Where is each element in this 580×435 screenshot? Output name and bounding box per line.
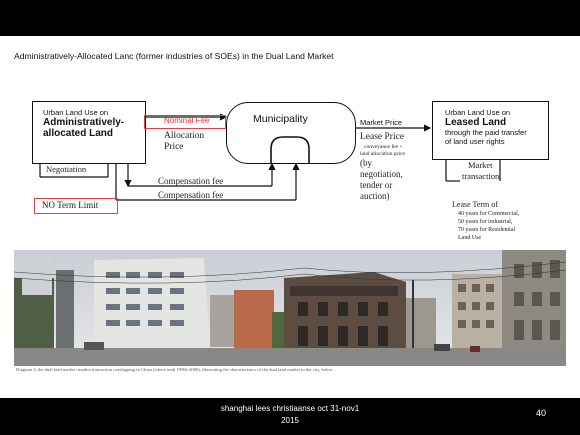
- top-black-bar: [0, 0, 580, 36]
- lease-price-line1: conveyance fee +: [364, 144, 403, 150]
- lease-term-line4: Land Use: [458, 235, 482, 241]
- admin-allocated-land-box: [32, 101, 146, 164]
- lease-term-line1: 40 years for Commercial,: [458, 211, 520, 217]
- footer-line2: 2015: [281, 416, 299, 425]
- slide: [0, 36, 580, 398]
- right-box-line2: Leased Land: [445, 117, 507, 128]
- lease-price-line3: (by: [360, 158, 372, 168]
- right-box-line4: of land user rights: [445, 137, 505, 146]
- street-panorama-photo: [14, 250, 566, 366]
- lease-price-line5: tender or: [360, 180, 393, 190]
- compensation-fee-label-2: Compensation fee: [158, 190, 224, 200]
- lease-price-line6: auction): [360, 191, 390, 201]
- lease-price-line2: land allocation price: [360, 151, 405, 157]
- allocation-price-line2: Price: [164, 142, 184, 152]
- right-box-line3: through the paid transfer: [445, 128, 527, 137]
- street-photo-illustration: [14, 250, 566, 366]
- left-box-line3: allocated Land: [43, 128, 114, 139]
- left-box-line2: Administratively-: [43, 117, 125, 128]
- market-transaction-line2: transaction: [462, 171, 500, 181]
- allocation-price-line1: Allocation: [164, 131, 205, 141]
- negotiation-label: Negotiation: [46, 164, 87, 174]
- footer-line1: shanghai lees christiaanse oct 31-nov1: [220, 404, 360, 413]
- lease-term-title: Lease Term of: [452, 200, 498, 209]
- municipality-box: [226, 102, 356, 164]
- photo-caption: Diagram 2: the dual land market: market transaction overlapping in China (where until 1990s-2000), illustrating the characteristics of the dual land market in the city, below: [16, 367, 333, 372]
- leased-land-box: [432, 101, 549, 160]
- lease-term-line3: 70 years for Residential: [458, 227, 516, 233]
- lease-price-title: Lease Price: [360, 132, 405, 142]
- slide-title: Administratively-Allocated Lanc (former industries of SOEs) in the Dual Land Market: [14, 51, 334, 61]
- market-price-label: Market Price: [360, 118, 403, 127]
- bottom-black-bar: [0, 398, 580, 435]
- no-term-limit-label: NO Term Limit: [42, 200, 99, 210]
- page-number: 40: [535, 408, 546, 418]
- lease-term-line2: 50 years for industrial,: [458, 219, 513, 225]
- right-box-line1: Urban Land Use on: [445, 108, 511, 117]
- market-transaction-line1: Market: [468, 160, 493, 170]
- municipality-inner-curves: [225, 101, 355, 163]
- compensation-fee-label-1: Compensation fee: [158, 176, 224, 186]
- left-box-line1: Urban Land Use on: [43, 108, 109, 117]
- nominal-fee-label: Nominal Fee: [164, 116, 210, 125]
- municipality-label: Municipality: [253, 113, 308, 125]
- lease-price-line4: negotiation,: [360, 169, 403, 179]
